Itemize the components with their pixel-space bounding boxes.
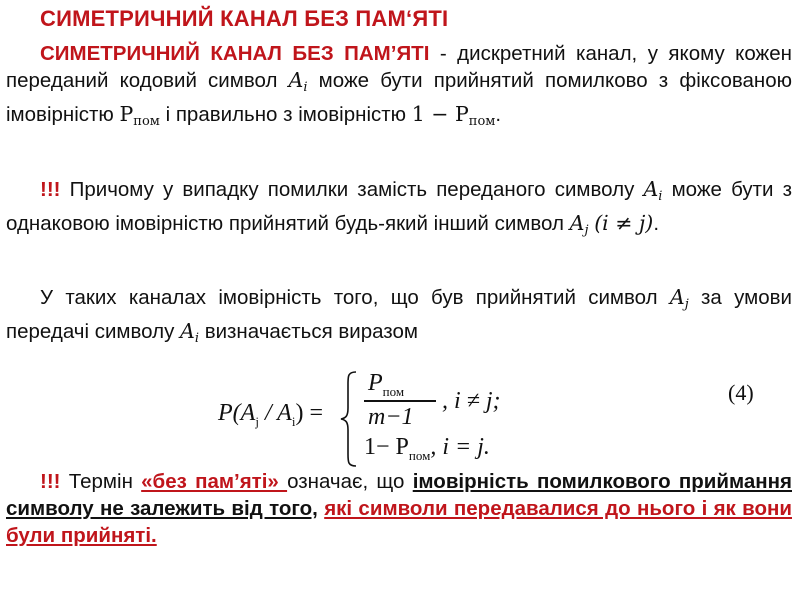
- emphasis-red: які символи передавалися до нього і як вони були прийняті.: [6, 497, 792, 547]
- formula-lhs: [218, 400, 323, 430]
- symbol-p: P: [119, 102, 134, 126]
- subscript-i: i: [658, 189, 663, 204]
- symbol-a: A: [643, 177, 659, 201]
- definition-paragraph: [6, 40, 792, 135]
- case-two-condition: , i = j.: [430, 434, 490, 460]
- subscript-i: i: [194, 331, 199, 346]
- fraction-bar: [364, 400, 436, 402]
- one-minus: 1 −: [411, 102, 455, 126]
- num-p: P: [368, 370, 383, 396]
- exclamation-marks: !!!: [40, 178, 61, 201]
- text: - дискретний канал, у якому кожен переданий кодовий символ: [6, 42, 792, 92]
- symbol-a: A: [288, 68, 304, 92]
- formula: [218, 368, 558, 468]
- case-one: [364, 368, 554, 428]
- symbol-a: A: [180, 319, 195, 343]
- text: Термін: [60, 470, 142, 493]
- num-sub-pom: пом: [382, 384, 405, 399]
- lhs-close: ) =: [295, 400, 323, 426]
- text: Причому у випадку помилки замість переданого символу: [60, 178, 644, 201]
- text: і правильно з імовірністю: [159, 103, 412, 126]
- fraction-denominator: m−1: [368, 404, 414, 430]
- probability-paragraph: [6, 284, 792, 352]
- subscript-i: i: [303, 80, 308, 95]
- brace-icon: [338, 370, 360, 468]
- exclamation-marks: !!!: [40, 470, 61, 493]
- case-one-condition: , i ≠ j;: [442, 388, 501, 414]
- condition-i-ne-j: (i ≠ j): [594, 211, 654, 235]
- subscript-j: j: [684, 297, 689, 312]
- symbol-p: P: [454, 102, 469, 126]
- text: У таких каналах імовірність того, що був прийнятий символ: [40, 286, 670, 309]
- equation-number: (4): [728, 380, 754, 405]
- term-without-memory: «без пам’яті»: [141, 470, 288, 493]
- symbol-a: A: [669, 285, 685, 309]
- memoryless-paragraph: [6, 468, 792, 549]
- text: означає, що: [287, 470, 413, 493]
- text: може бути з однаковою імовірністю прийнятий будь-який інший символ: [6, 178, 793, 235]
- one-minus-p: 1− P: [364, 434, 409, 460]
- emphasis-bold: імовірність помилкового приймання символу не залежить від того,: [6, 470, 792, 520]
- subscript-pom: пом: [133, 114, 160, 129]
- subscript-pom: пом: [468, 114, 496, 129]
- text: може бути прийнятий помилково з фіксованою імовірністю: [6, 69, 792, 126]
- lhs-sub-i: i: [291, 414, 296, 429]
- slide-title: СИМЕТРИЧНИЙ КАНАЛ БЕЗ ПАМ‘ЯТІ: [40, 6, 449, 31]
- text: за умови передачі символу: [6, 286, 792, 343]
- symbol-a: A: [569, 211, 585, 235]
- text: .: [653, 212, 660, 235]
- lhs-sub-j: j: [255, 414, 259, 429]
- defined-term: СИМЕТРИЧНИЙ КАНАЛ БЕЗ ПАМ’ЯТІ: [40, 42, 430, 65]
- text: .: [495, 103, 502, 126]
- fraction-numerator: [368, 370, 404, 400]
- subscript-j: j: [584, 223, 589, 238]
- row2-sub-pom: пом: [408, 448, 431, 463]
- lhs-p: P(A: [218, 400, 256, 426]
- lhs-slash: / A: [258, 400, 292, 426]
- error-paragraph: [6, 176, 792, 244]
- case-two: [364, 434, 564, 468]
- text: визначається виразом: [199, 320, 418, 343]
